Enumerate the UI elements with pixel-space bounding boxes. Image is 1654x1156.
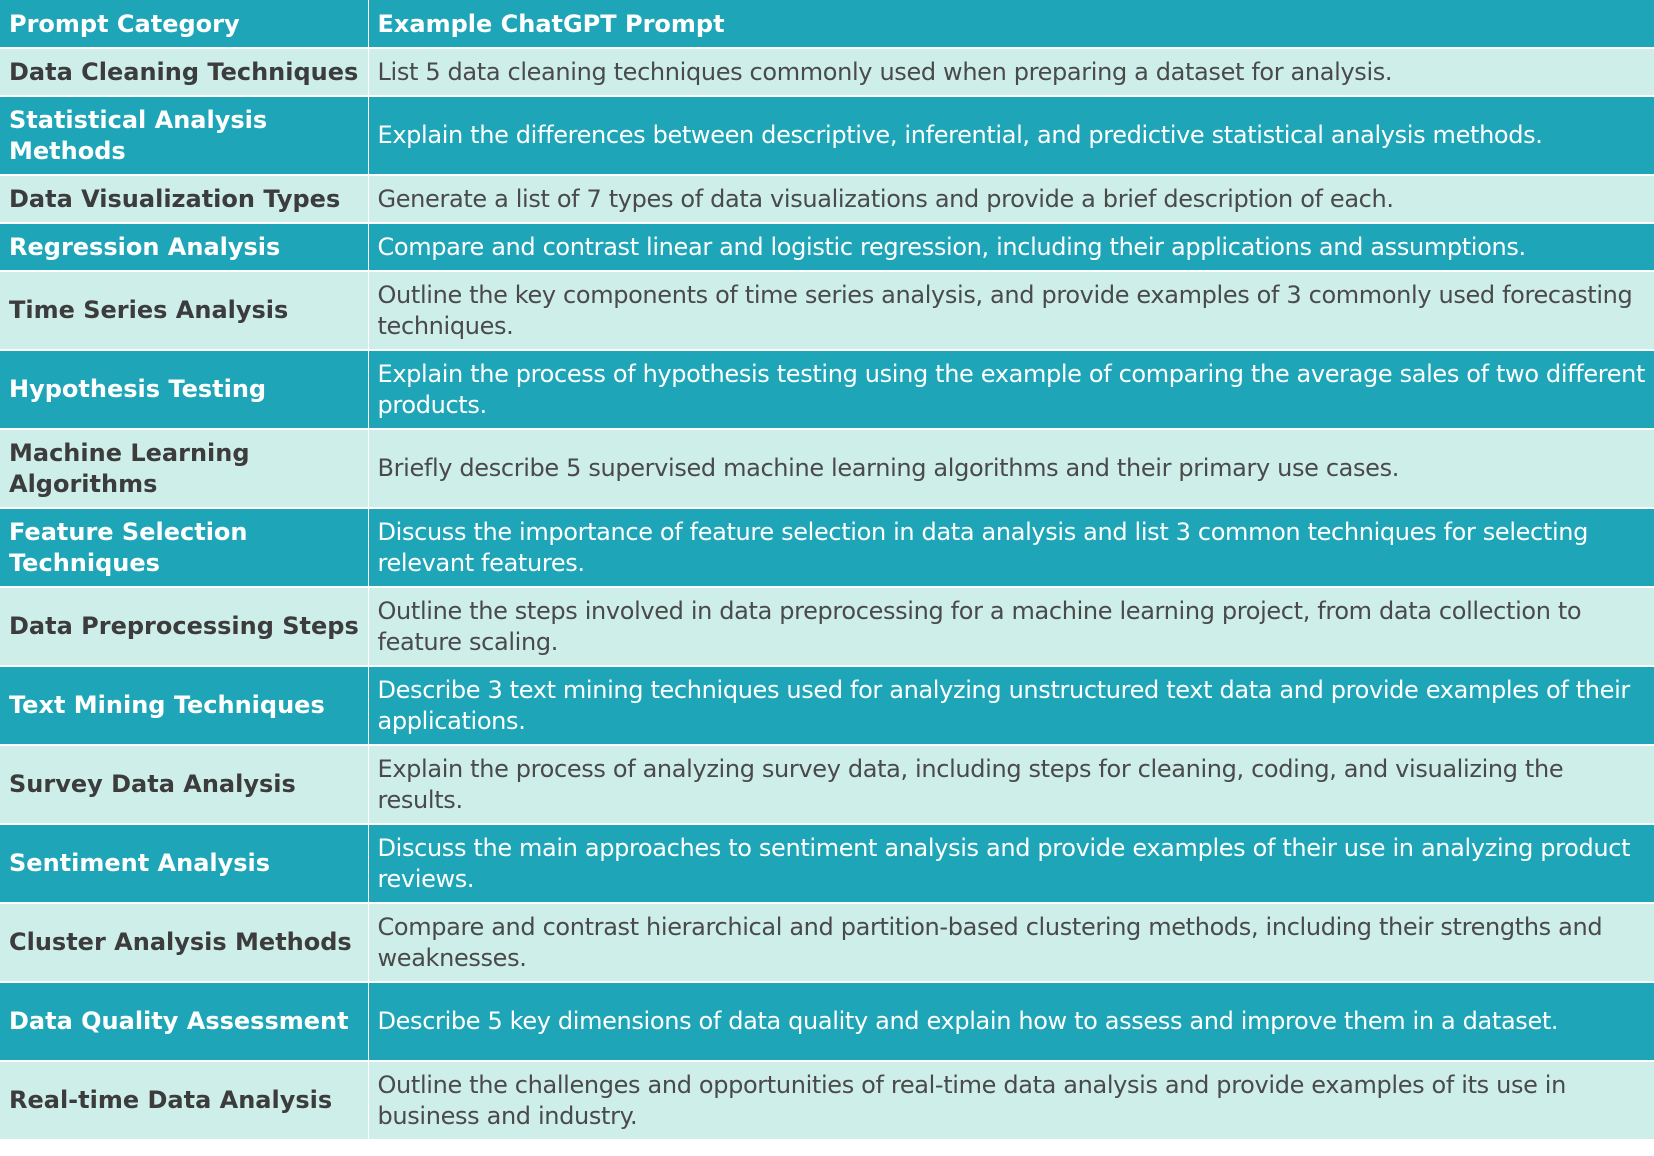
- category-cell: Statistical Analysis Methods: [0, 96, 368, 175]
- category-cell: Regression Analysis: [0, 223, 368, 271]
- category-cell: Time Series Analysis: [0, 271, 368, 350]
- prompt-cell: List 5 data cleaning techniques commonly used when preparing a dataset for analysis.: [377, 57, 1393, 86]
- prompt-cell: Discuss the main approaches to sentiment analysis and provide examples of their use in analyzing product reviews.: [377, 833, 1631, 893]
- table-header-row: [0, 0, 1654, 48]
- header-prompt-category: Prompt Category: [0, 0, 368, 48]
- table-row: [0, 587, 1654, 666]
- table-row: [0, 429, 1654, 508]
- table-row: [0, 508, 1654, 587]
- prompt-cell: Generate a list of 7 types of data visualizations and provide a brief description of each.: [377, 184, 1394, 213]
- prompt-cell: Explain the differences between descriptive, inferential, and predictive statistical analysis methods.: [377, 121, 1543, 149]
- category-cell: Real-time Data Analysis: [0, 1061, 368, 1140]
- table-row: [0, 271, 1654, 350]
- prompt-cell: Describe 3 text mining techniques used for analyzing unstructured text data and provide examples of their applications.: [377, 675, 1630, 735]
- category-cell: Cluster Analysis Methods: [0, 903, 368, 982]
- table-row: [0, 223, 1654, 271]
- category-cell: Data Cleaning Techniques: [0, 48, 368, 96]
- table-row: [0, 824, 1654, 903]
- prompt-cell: Outline the steps involved in data preprocessing for a machine learning project, from data collection to feature scaling.: [377, 596, 1582, 656]
- prompt-cell: Explain the process of hypothesis testing using the example of comparing the average sales of two different products.: [377, 359, 1646, 419]
- prompt-cell: Compare and contrast hierarchical and partition-based clustering methods, including their strengths and weaknesses.: [377, 912, 1603, 972]
- table-row: [0, 350, 1654, 429]
- category-cell: Survey Data Analysis: [0, 745, 368, 824]
- table-row: [0, 903, 1654, 982]
- header-example-prompt: Example ChatGPT Prompt: [377, 9, 725, 38]
- prompt-cell: Explain the process of analyzing survey data, including steps for cleaning, coding, and visualizing the results.: [377, 754, 1564, 814]
- prompt-cell: Briefly describe 5 supervised machine learning algorithms and their primary use cases.: [377, 454, 1400, 482]
- category-cell: Data Quality Assessment: [0, 982, 368, 1061]
- category-cell: Sentiment Analysis: [0, 824, 368, 903]
- prompt-cell: Outline the key components of time series analysis, and provide examples of 3 commonly used forecasting techniques.: [377, 280, 1633, 340]
- table-row: [0, 48, 1654, 96]
- table-row: [0, 745, 1654, 824]
- category-cell: Hypothesis Testing: [0, 350, 368, 429]
- table-row: [0, 1061, 1654, 1140]
- prompt-cell: Describe 5 key dimensions of data quality and explain how to assess and improve them in a dataset.: [377, 1007, 1559, 1035]
- prompt-cell: Discuss the importance of feature selection in data analysis and list 3 common techniques for selecting relevant features.: [377, 517, 1589, 577]
- category-cell: Data Preprocessing Steps: [0, 587, 368, 666]
- category-cell: Machine Learning Algorithms: [0, 429, 368, 508]
- table-row: [0, 666, 1654, 745]
- category-cell: Text Mining Techniques: [0, 666, 368, 745]
- table-row: [0, 175, 1654, 223]
- prompt-cell: Outline the challenges and opportunities of real-time data analysis and provide examples of its use in business and industry.: [377, 1070, 1566, 1130]
- category-cell: Data Visualization Types: [0, 175, 368, 223]
- table-row: [0, 96, 1654, 175]
- table-row: [0, 982, 1654, 1061]
- prompt-cell: Compare and contrast linear and logistic regression, including their applications and assumptions.: [377, 232, 1526, 261]
- category-cell: Feature Selection Techniques: [0, 508, 368, 587]
